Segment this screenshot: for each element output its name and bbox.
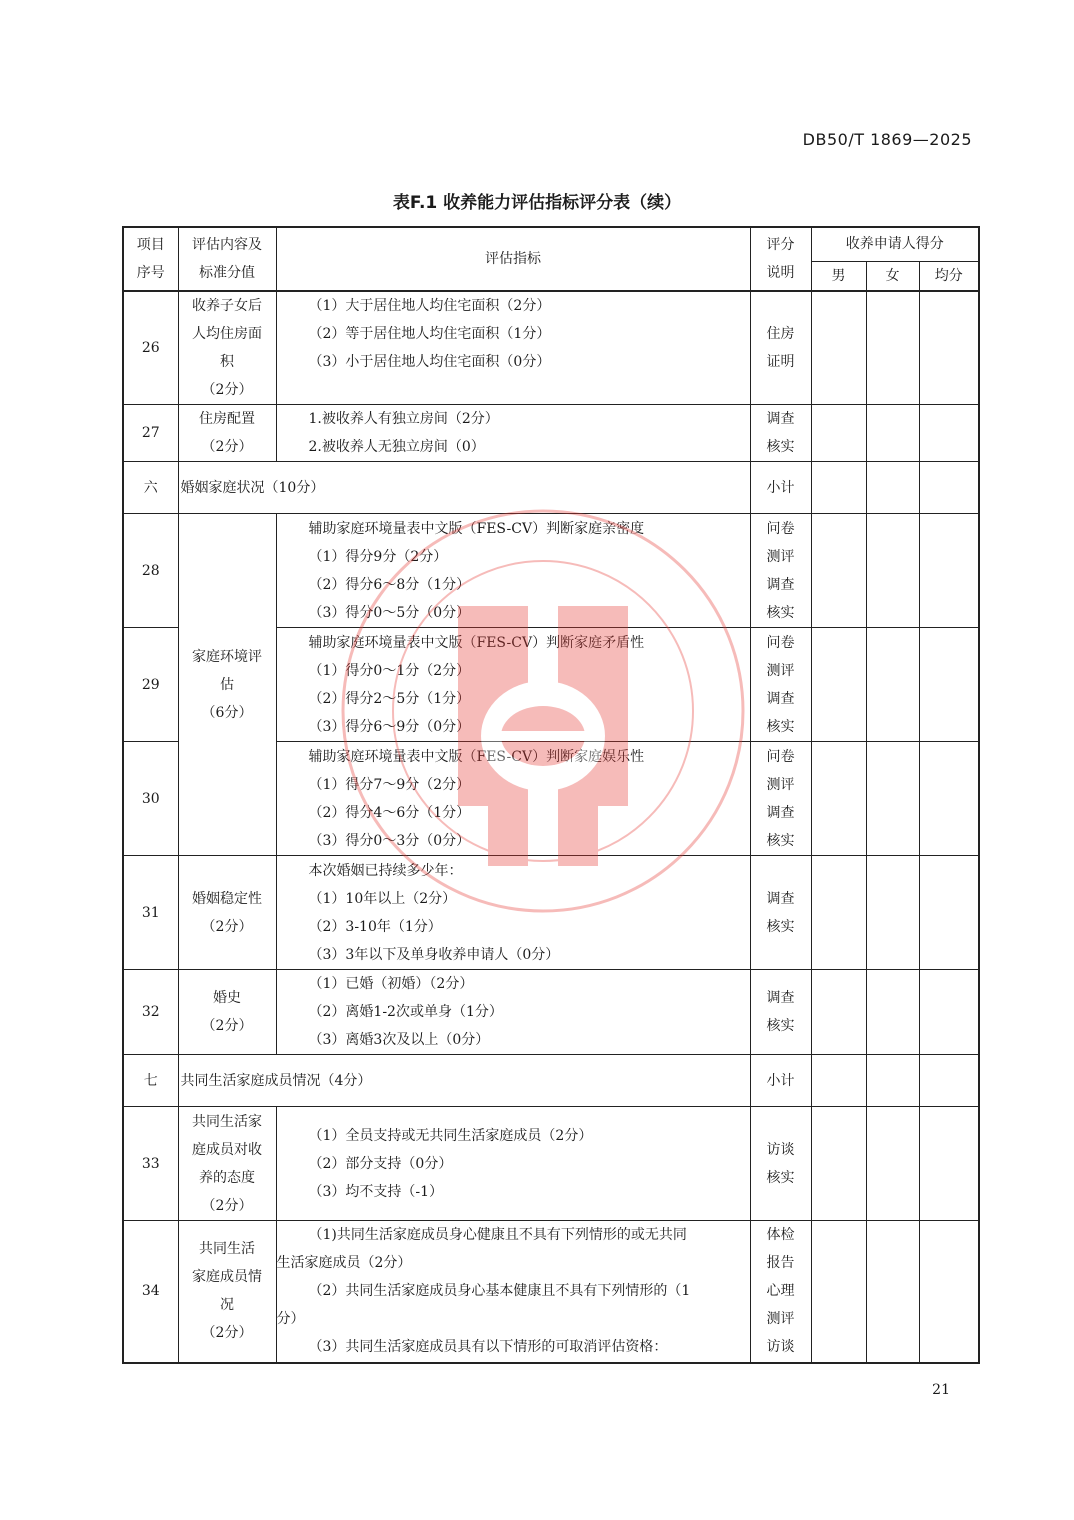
score-avg (919, 628, 979, 742)
header-avg: 均分 (919, 261, 979, 291)
header-content: 评估内容及 标准分值 (178, 227, 276, 291)
document-code: DB50/T 1869—2025 (802, 130, 972, 149)
row-no: 33 (123, 1107, 178, 1221)
score-avg (919, 742, 979, 856)
row-indicators: （1）大于居住地人均住宅面积（2分） （2）等于居住地人均住宅面积（1分） （3）小于居住地人均住宅面积（0分） (276, 291, 750, 405)
row-note: 住房 证明 (750, 291, 811, 405)
score-avg (919, 1055, 979, 1107)
score-male (811, 970, 866, 1055)
score-female (866, 291, 919, 405)
header-male: 男 (811, 261, 866, 291)
section-note: 小计 (750, 1055, 811, 1107)
row-note: 调查 核实 (750, 405, 811, 462)
row-content: 住房配置 （2分） (178, 405, 276, 462)
row-content (178, 742, 276, 856)
header-female: 女 (866, 261, 919, 291)
row-indicators: 辅助家庭环境量表中文版（FES-CV）判断家庭亲密度 （1）得分9分（2分） （2）得分6～8分（1分） （3）得分0～5分（0分） (276, 514, 750, 628)
score-avg (919, 514, 979, 628)
score-avg (919, 970, 979, 1055)
table-row (123, 742, 979, 856)
table-row (123, 1221, 979, 1363)
table-row (123, 514, 979, 628)
header-indicator: 评估指标 (276, 227, 750, 291)
row-no: 34 (123, 1221, 178, 1363)
row-indicators: 辅助家庭环境量表中文版（FES-CV）判断家庭娱乐性 （1）得分7～9分（2分） （2）得分4～6分（1分） （3）得分0～3分（0分） (276, 742, 750, 856)
score-avg (919, 1107, 979, 1221)
score-male (811, 856, 866, 970)
score-avg (919, 1221, 979, 1363)
score-female (866, 462, 919, 514)
row-note: 问卷 测评 调查 核实 (750, 514, 811, 628)
section-note: 小计 (750, 462, 811, 514)
table-row (123, 970, 979, 1055)
row-indicators: （1)共同生活家庭成员身心健康且不具有下列情形的或无共同 生活家庭成员（2分） （2）共同生活家庭成员身心基本健康且不具有下列情形的（1 分） （3）共同生活家庭成员具有以下情形的可取消评估资格： (276, 1221, 750, 1363)
row-no: 29 (123, 628, 178, 742)
score-male (811, 1221, 866, 1363)
row-content (178, 514, 276, 628)
row-content: 婚史 （2分） (178, 970, 276, 1055)
row-note: 访谈 核实 (750, 1107, 811, 1221)
row-no: 28 (123, 514, 178, 628)
row-note: 调查 核实 (750, 970, 811, 1055)
score-male (811, 742, 866, 856)
score-male (811, 514, 866, 628)
score-male (811, 405, 866, 462)
row-indicators: （1）已婚（初婚）（2分） （2）离婚1-2次或单身（1分） （3）离婚3次及以上（0分） (276, 970, 750, 1055)
score-avg (919, 462, 979, 514)
score-female (866, 405, 919, 462)
section-no: 六 (123, 462, 178, 514)
score-female (866, 514, 919, 628)
row-indicators: 辅助家庭环境量表中文版（FES-CV）判断家庭矛盾性 （1）得分0～1分（2分） （2）得分2～5分（1分） （3）得分6～9分（0分） (276, 628, 750, 742)
section-row (123, 462, 979, 514)
row-content: 共同生活 家庭成员情 况 （2分） (178, 1221, 276, 1363)
scoring-table (122, 226, 980, 1364)
row-note: 问卷 测评 调查 核实 (750, 628, 811, 742)
row-no: 32 (123, 970, 178, 1055)
row-indicators: 1.被收养人有独立房间（2分） 2.被收养人无独立房间（0） (276, 405, 750, 462)
score-female (866, 856, 919, 970)
row-note: 问卷 测评 调查 核实 (750, 742, 811, 856)
table-title: 表F.1 收养能力评估指标评分表（续） (392, 193, 682, 213)
table-row (123, 291, 979, 405)
row-content: 婚姻稳定性 （2分） (178, 856, 276, 970)
table-row (123, 628, 979, 742)
score-male (811, 1107, 866, 1221)
score-female (866, 1107, 919, 1221)
score-female (866, 1221, 919, 1363)
score-male (811, 1055, 866, 1107)
header-no: 项目 序号 (123, 227, 178, 291)
row-note: 调查 核实 (750, 856, 811, 970)
row-note: 体检 报告 心理 测评 访谈 (750, 1221, 811, 1363)
score-male (811, 291, 866, 405)
score-avg (919, 405, 979, 462)
section-title: 共同生活家庭成员情况（4分） (178, 1055, 750, 1107)
score-male (811, 462, 866, 514)
row-indicators: （1）全员支持或无共同生活家庭成员（2分） （2）部分支持（0分） （3）均不支持（-1） (276, 1107, 750, 1221)
score-female (866, 970, 919, 1055)
row-content: 收养子女后 人均住房面 积 （2分） (178, 291, 276, 405)
row-indicators: 本次婚姻已持续多少年： （1）10年以上（2分） （2）3-10年（1分） （3）3年以下及单身收养申请人（0分） (276, 856, 750, 970)
section-no: 七 (123, 1055, 178, 1107)
page-number: 21 (932, 1382, 950, 1398)
table-row (123, 856, 979, 970)
score-avg (919, 291, 979, 405)
row-no: 30 (123, 742, 178, 856)
header-note: 评分 说明 (750, 227, 811, 291)
row-content: 家庭环境评 估 （6分） (178, 628, 276, 742)
score-female (866, 1055, 919, 1107)
score-female (866, 742, 919, 856)
score-avg (919, 856, 979, 970)
row-no: 27 (123, 405, 178, 462)
table-row (123, 1107, 979, 1221)
section-title: 婚姻家庭状况（10分） (178, 462, 750, 514)
table-header-row (123, 227, 979, 261)
table-row (123, 405, 979, 462)
row-content: 共同生活家 庭成员对收 养的态度 （2分） (178, 1107, 276, 1221)
section-row (123, 1055, 979, 1107)
row-no: 31 (123, 856, 178, 970)
score-female (866, 628, 919, 742)
score-male (811, 628, 866, 742)
header-score-group: 收养申请人得分 (811, 227, 979, 261)
row-no: 26 (123, 291, 178, 405)
